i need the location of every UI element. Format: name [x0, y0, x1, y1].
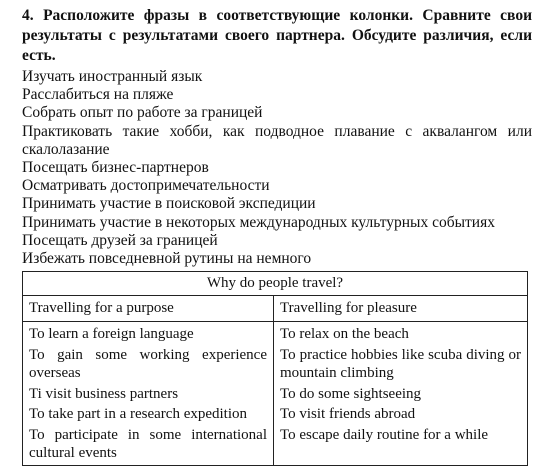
table-cell-pleasure: To do some sightseeing	[274, 384, 528, 405]
phrase-item: Расслабиться на пляже	[22, 86, 174, 104]
table-row	[23, 404, 528, 425]
phrase-item: Принимать участие в поисковой экспедиции	[22, 195, 316, 213]
table-cell-purpose: Ti visit business partners	[23, 384, 274, 405]
phrase-item: Избежать повседневной рутины на немного	[22, 250, 312, 268]
table-cell-pleasure: To practice hobbies like scuba diving or mountain climbing	[274, 345, 528, 384]
table-caption: Why do people travel?	[23, 272, 528, 296]
table-cell-pleasure: To escape daily routine for a while	[274, 425, 528, 466]
table-cell-purpose: To gain some working experience overseas	[23, 345, 274, 384]
table-row	[23, 345, 528, 384]
travel-table	[22, 271, 528, 466]
exercise-page	[22, 6, 532, 466]
phrase-item: Осматривать достопримечательности	[22, 177, 270, 195]
column-header-purpose: Travelling for a purpose	[23, 295, 274, 322]
phrase-item: Изучать иностранный язык	[22, 68, 203, 85]
table-cell-pleasure: To visit friends abroad	[274, 404, 528, 425]
phrase-list	[22, 68, 532, 268]
task-instruction: 4. Расположите фразы в соответствующие колонки. Сравните свои результаты с результатами своего партнера. Обсудите различия, если есть.	[22, 7, 532, 64]
column-header-pleasure: Travelling for pleasure	[274, 295, 528, 322]
table-cell-purpose: To participate in some international cultural events	[23, 425, 274, 466]
phrase-item: Собрать опыт по работе за границей	[22, 104, 263, 122]
table-row	[23, 425, 528, 466]
table-row	[23, 384, 528, 405]
table-cell-purpose: To take part in a research expedition	[23, 404, 274, 425]
phrase-item: Принимать участие в некоторых международных культурных событиях	[22, 213, 495, 231]
table-cell-pleasure: To relax on the beach	[274, 322, 528, 345]
table-cell-purpose: To learn a foreign language	[23, 322, 274, 345]
phrase-item: Посещать бизнес-партнеров	[22, 159, 209, 177]
table-row	[23, 322, 528, 345]
phrase-item: Практиковать такие хобби, как подводное плавание с аквалангом или скалолазание	[22, 122, 532, 158]
phrase-item: Посещать друзей за границей	[22, 231, 218, 249]
